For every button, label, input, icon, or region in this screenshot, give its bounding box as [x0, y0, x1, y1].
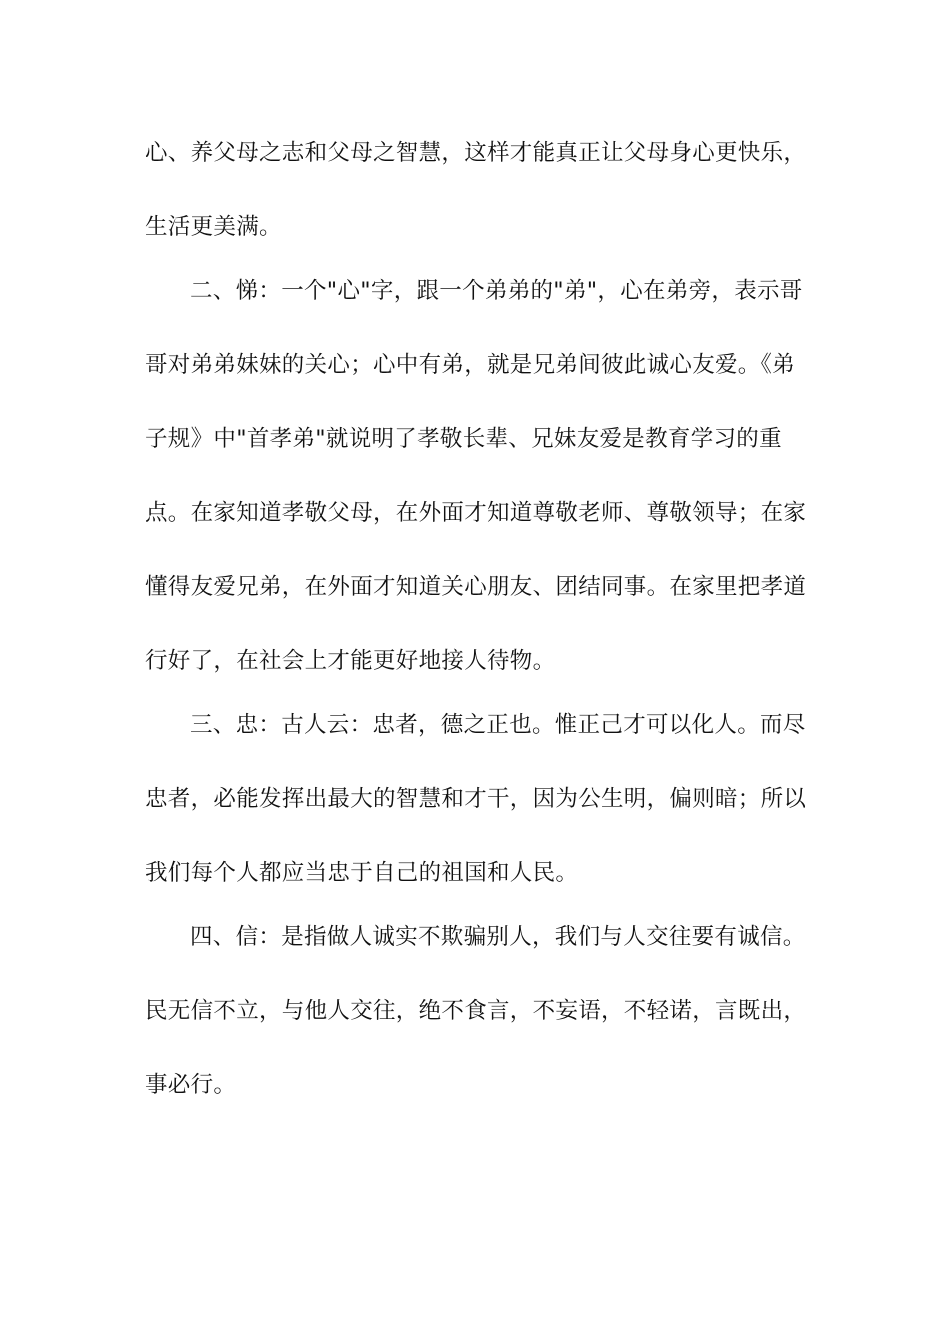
text-line: 点。在家知道孝敬父母，在外面才知道尊敬老师、尊敬领导；在家: [145, 500, 807, 526]
text-line: 懂得友爱兄弟，在外面才知道关心朋友、团结同事。在家里把孝道: [145, 574, 807, 600]
text-line: 忠者，必能发挥出最大的智慧和才干，因为公生明，偏则暗；所以: [145, 786, 807, 812]
paragraph-start-line: 三、忠：古人云：忠者，德之正也。惟正己才可以化人。而尽: [190, 712, 806, 738]
text-line: 生活更美满。: [145, 214, 282, 240]
text-line: 我们每个人都应当忠于自己的祖国和人民。: [145, 860, 579, 886]
text-line: 行好了，在社会上才能更好地接人待物。: [145, 648, 556, 674]
paragraph-start-line: 二、悌：一个"心"字，跟一个弟弟的"弟"，心在弟旁，表示哥: [190, 278, 803, 304]
text-line: 子规》中"首孝弟"就说明了孝敬长辈、兄妹友爱是教育学习的重: [145, 426, 782, 452]
text-line: 心、养父母之志和父母之智慧，这样才能真正让父母身心更快乐，: [145, 140, 807, 166]
text-line: 哥对弟弟妹妹的关心；心中有弟，就是兄弟间彼此诚心友爱。《弟: [145, 352, 795, 378]
paragraph-start-line: 四、信：是指做人诚实不欺骗别人，我们与人交往要有诚信。: [190, 924, 806, 950]
text-line: 民无信不立，与他人交往，绝不食言，不妄语，不轻诺，言既出，: [145, 998, 807, 1024]
text-line: 事必行。: [145, 1072, 237, 1098]
